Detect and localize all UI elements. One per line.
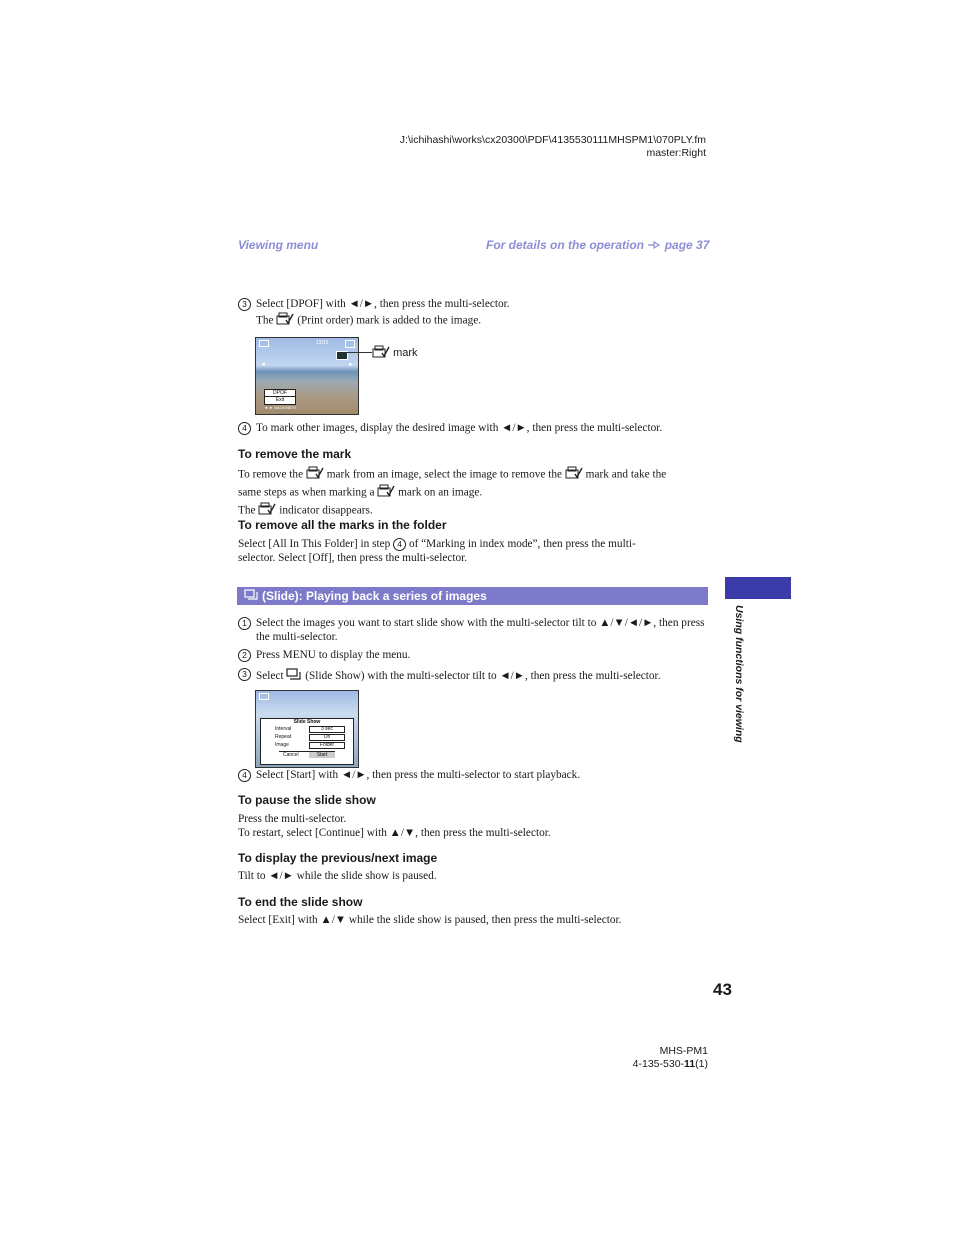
remove-all-text: Select [All In This Folder] in step 4 of “Marking in index mode”, then press the multi- selector. Select [Off], then press the multi-selector. bbox=[238, 538, 636, 564]
step-number: 4 bbox=[238, 769, 251, 782]
running-head-left: Viewing menu bbox=[238, 238, 319, 252]
step-number: 2 bbox=[238, 649, 251, 662]
slide-step-2: 2 Press MENU to display the menu. bbox=[238, 649, 708, 663]
menu-action-row bbox=[279, 751, 335, 759]
remove-all-heading: To remove all the marks in the folder bbox=[238, 518, 447, 532]
step-text-line2: The (Print order) mark is added to the image. bbox=[256, 312, 708, 330]
battery-icon bbox=[259, 340, 269, 347]
image-counter: 12/12 bbox=[316, 340, 329, 346]
step-number: 3 bbox=[238, 298, 251, 311]
step-number: 4 bbox=[238, 422, 251, 435]
step-number: 1 bbox=[238, 617, 251, 630]
pointer-hand-icon bbox=[647, 239, 661, 253]
pause-heading: To pause the slide show bbox=[238, 793, 376, 807]
slide-section-bar bbox=[237, 587, 708, 605]
print-order-icon bbox=[372, 345, 390, 361]
side-tab-label: Using functions for viewing bbox=[733, 605, 745, 743]
file-path: J:\ichihashi\works\cx20300\PDF\4135530111MHSPM1\070PLY.fm bbox=[399, 134, 706, 146]
print-order-icon bbox=[258, 502, 276, 520]
remove-mark-text: To remove the mark from an image, select the image to remove the mark and take the same steps as when marking a mark on an image. The indicator disappears. bbox=[238, 466, 708, 519]
running-head-page: page 37 bbox=[664, 238, 710, 252]
master-label: master:Right bbox=[646, 146, 706, 159]
dpof-menu bbox=[264, 389, 296, 405]
prevnext-text: Tilt to ◄/► while the slide show is paused. bbox=[238, 870, 437, 882]
slide-show-icon bbox=[286, 668, 302, 685]
mark-label: mark bbox=[393, 346, 418, 359]
step-number: 3 bbox=[238, 668, 251, 681]
start-button[interactable]: Start bbox=[309, 752, 335, 758]
slide-step-1: 1 Select the images you want to start slide show with the multi-selector tilt to ▲/▼/◄/►, then press the multi-selector. bbox=[238, 617, 708, 645]
prevnext-heading: To display the previous/next image bbox=[238, 851, 438, 865]
lcd-dpof-screen bbox=[255, 337, 359, 415]
back-next-hint: ◄ ► BACK/NEXT bbox=[264, 405, 297, 410]
slide-show-icon bbox=[244, 587, 258, 605]
menu-row-interval[interactable]: Interval 3 sec bbox=[261, 726, 353, 734]
print-order-icon bbox=[276, 312, 294, 330]
pause-text: Press the multi-selector. To restart, select [Continue] with ▲/▼, then press the multi-selector. bbox=[238, 813, 551, 839]
protect-icon bbox=[345, 340, 355, 348]
dpof-step-3 bbox=[238, 298, 708, 330]
battery-icon bbox=[259, 693, 269, 700]
step-text: To mark other images, display the desired image with ◄/►, then press the multi-selector. bbox=[256, 422, 663, 434]
mark-callout bbox=[372, 345, 418, 361]
right-arrow-icon: ► bbox=[348, 362, 354, 368]
model-number: MHS-PM1 bbox=[659, 1045, 708, 1057]
print-order-icon bbox=[565, 466, 583, 484]
slide-step-4: 4 Select [Start] with ◄/►, then press the multi-selector to start playback. bbox=[238, 769, 708, 783]
callout-line bbox=[344, 352, 372, 353]
running-head-right bbox=[486, 238, 709, 253]
menu-item-exit[interactable]: Exit bbox=[275, 397, 285, 403]
left-arrow-icon: ◄ bbox=[260, 362, 266, 368]
step-text: Select [DPOF] with ◄/►, then press the multi-selector. bbox=[256, 298, 510, 310]
end-heading: To end the slide show bbox=[238, 895, 363, 909]
menu-item-dpof[interactable]: DPOF bbox=[265, 390, 295, 397]
menu-row-image[interactable]: Image Folder bbox=[261, 742, 353, 751]
print-order-icon bbox=[377, 484, 395, 502]
section-title: (Slide): Playing back a series of images bbox=[262, 589, 487, 604]
page-number: 43 bbox=[713, 980, 732, 999]
remove-mark-heading: To remove the mark bbox=[238, 447, 352, 461]
step-ref-number: 4 bbox=[393, 538, 406, 551]
side-tab-marker bbox=[725, 577, 791, 599]
menu-row-repeat[interactable]: Repeat On bbox=[261, 734, 353, 742]
file-path-header bbox=[400, 134, 706, 159]
slide-step-3: 3 Select (Slide Show) with the multi-selector tilt to ◄/►, then press the multi-selector. bbox=[238, 668, 708, 685]
end-text: Select [Exit] with ▲/▼ while the slide show is paused, then press the multi-selector. bbox=[238, 914, 622, 926]
dpof-step-4 bbox=[238, 422, 708, 436]
lcd-slide-show-screen bbox=[255, 690, 359, 768]
slide-show-menu bbox=[260, 718, 354, 765]
part-number: 4-135-530-11(1) bbox=[632, 1058, 708, 1070]
footer-code bbox=[633, 1045, 708, 1071]
print-order-icon bbox=[306, 466, 324, 484]
cancel-button[interactable]: Cancel bbox=[283, 752, 299, 758]
running-head-text: For details on the operation bbox=[486, 238, 645, 252]
slide-show-menu-title: Slide Show bbox=[293, 719, 321, 725]
